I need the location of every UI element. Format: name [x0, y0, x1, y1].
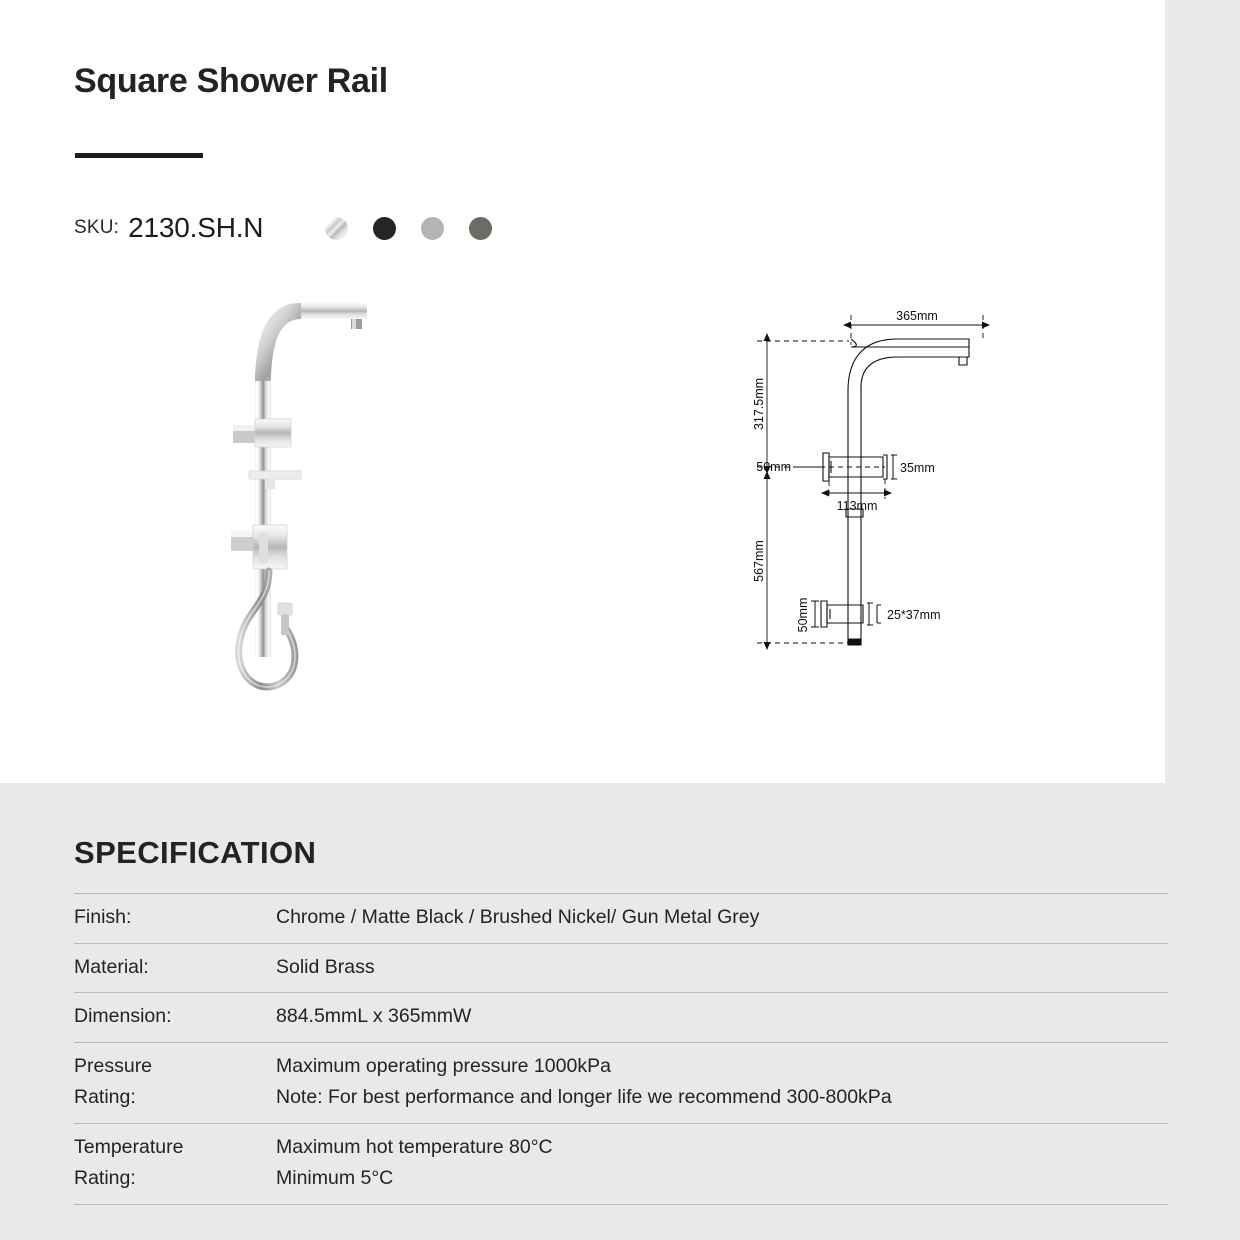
spec-key-line: Rating:: [74, 1086, 136, 1109]
spec-value: [274, 894, 1168, 944]
table-row: [74, 894, 1168, 944]
spec-value-line: Chrome / Matte Black / Brushed Nickel/ Gun Metal Grey: [276, 906, 760, 928]
spec-value: [274, 943, 1168, 993]
sku-value: 2130.SH.N: [128, 212, 264, 243]
dim-label-lower-bracket-size: 25*37mm: [887, 608, 941, 622]
title-underline-rule: [75, 153, 203, 158]
page-title: Square Shower Rail: [74, 62, 388, 100]
dim-label-bracket-offset: 50mm: [756, 460, 791, 474]
spec-key-line: Rating:: [74, 1167, 136, 1190]
spec-value: [274, 993, 1168, 1043]
table-row: [74, 1042, 1168, 1123]
product-photo-illustration: [225, 275, 445, 715]
specification-section: [0, 783, 1240, 1240]
dim-label-height-upper: 317.5mm: [752, 377, 766, 431]
dim-label-bracket-reach: 113mm: [836, 499, 878, 513]
spec-value: [274, 1042, 1168, 1123]
swatch-gun-metal-grey[interactable]: [469, 217, 492, 240]
dim-label-bracket-height: 35mm: [900, 461, 935, 475]
spec-value: [274, 1123, 1168, 1204]
table-row: [74, 943, 1168, 993]
table-row: [74, 993, 1168, 1043]
table-row: [74, 1123, 1168, 1204]
spec-value-line: Note: For best performance and longer life we recommend 300-800kPa: [276, 1086, 892, 1109]
spec-key-line: Pressure: [74, 1054, 153, 1077]
dim-label-lower-bracket-offset: 50mm: [796, 597, 810, 633]
sku-label: SKU:: [74, 217, 120, 238]
product-photo: [225, 275, 445, 715]
spec-key-line: Temperature: [74, 1135, 184, 1158]
spec-value-line: Solid Brass: [276, 955, 375, 978]
spec-value-line: Maximum hot temperature 80°C: [276, 1135, 553, 1158]
spec-value-line: 884.5mmL x 365mmW: [276, 1005, 472, 1028]
spec-value-line: Maximum operating pressure 1000kPa: [276, 1054, 611, 1077]
spec-value-line: Minimum 5°C: [276, 1167, 394, 1190]
swatch-brushed-nickel[interactable]: [421, 217, 444, 240]
spec-key: Dimension:: [74, 1005, 172, 1028]
technical-drawing: [745, 295, 1035, 695]
finish-swatch-group: [325, 217, 492, 240]
swatch-matte-black[interactable]: [373, 217, 396, 240]
spec-key: [74, 1042, 274, 1123]
swatch-chrome[interactable]: [325, 217, 348, 240]
sku-row: [74, 207, 492, 249]
specification-heading: SPECIFICATION: [74, 835, 317, 870]
dim-label-height-lower: 567mm: [752, 540, 766, 582]
technical-drawing-svg: [745, 295, 1035, 695]
dim-label-width-top: 365mm: [896, 309, 938, 323]
spec-key: [74, 1123, 274, 1204]
spec-key: Material:: [74, 955, 149, 978]
spec-key: Finish:: [74, 906, 132, 928]
specification-table: [74, 893, 1168, 1205]
